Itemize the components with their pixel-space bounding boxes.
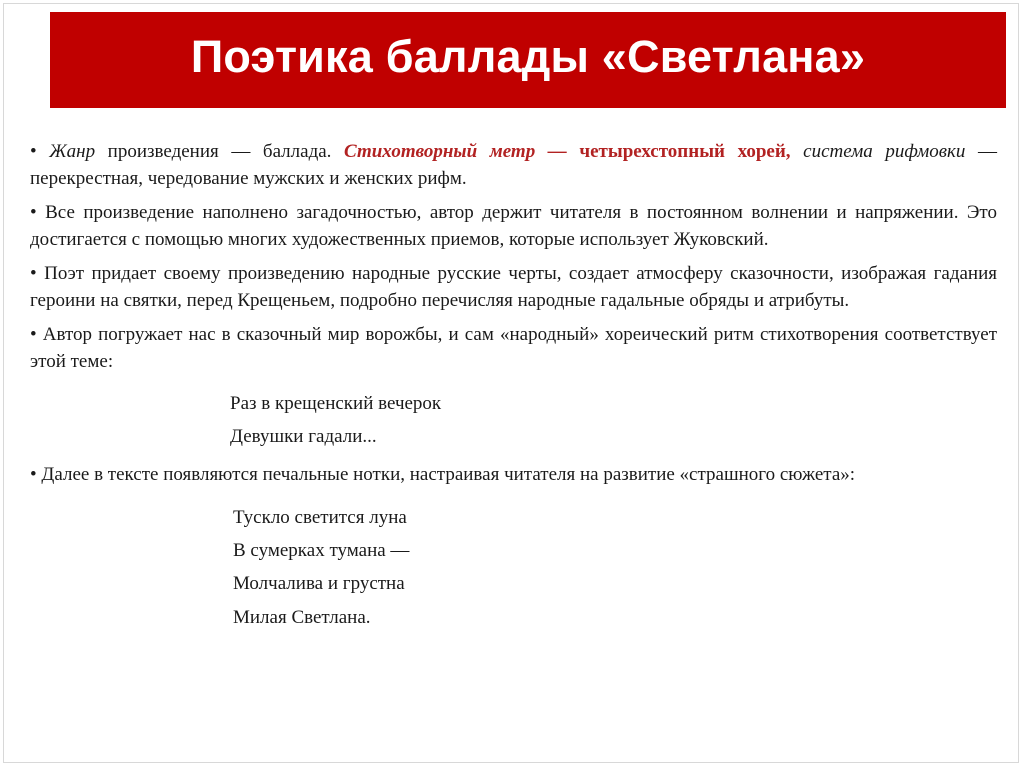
paragraph-text: Все произведение наполнено загадочностью, автор держит читателя в постоянном волнении и напряжении. Это достигается с помощью многих художественных приемов, которые использует Жуковский. — [30, 202, 997, 250]
bullet: • — [30, 263, 37, 284]
paragraph-sad-notes — [30, 462, 997, 489]
paragraph-mystery — [30, 200, 997, 253]
paragraph-rhythm — [30, 322, 997, 375]
slide-content — [30, 139, 997, 636]
paragraph-text: Далее в тексте появляются печальные нотки, настраивая читателя на развитие «страшного сюжета»: — [41, 464, 856, 485]
bullet: • — [30, 141, 37, 162]
meter-value: четырехстопный хорей, — [566, 141, 791, 162]
verse-line: Милая Светлана. — [233, 606, 371, 628]
verse-line: В сумерках тумана — — [233, 539, 410, 561]
verse-line: Тускло светится луна — [233, 506, 407, 528]
verse-line: Молчалива и грустна — [233, 572, 405, 594]
bullet: • — [30, 324, 37, 345]
bullet: • — [30, 464, 37, 485]
meter-label: Стихотворный метр — — [344, 141, 567, 162]
paragraph-text: Поэт придает своему произведению народные русские черты, создает атмосферу сказочности, изображая гадания героини на святки, перед Крещеньем, подробно перечисляя народные гадальные обряды и атрибуты. — [30, 263, 997, 311]
verse-quote-1 — [30, 387, 997, 453]
paragraph-text: Автор погружает нас в сказочный мир ворожбы, и сам «народный» хореический ритм стихотворения соответствует этой теме: — [30, 324, 997, 372]
verse-line: Раз в крещенский вечерок — [230, 393, 442, 414]
paragraph-folk — [30, 261, 997, 314]
genre-label: Жанр — [49, 141, 96, 162]
verse-quote-2 — [30, 501, 997, 636]
paragraph-genre — [30, 139, 997, 192]
bullet: • — [30, 202, 37, 223]
genre-text: произведения — баллада. — [95, 141, 345, 162]
rhyme-label: система рифмовки — [790, 141, 966, 162]
slide-title: Поэтика баллады «Светлана» — [190, 31, 866, 82]
verse-line: Девушки гадали... — [230, 426, 377, 447]
rhyme-text: — перекрестная, чередование мужских и женских рифм. — [30, 141, 998, 189]
title-banner — [50, 12, 1006, 108]
